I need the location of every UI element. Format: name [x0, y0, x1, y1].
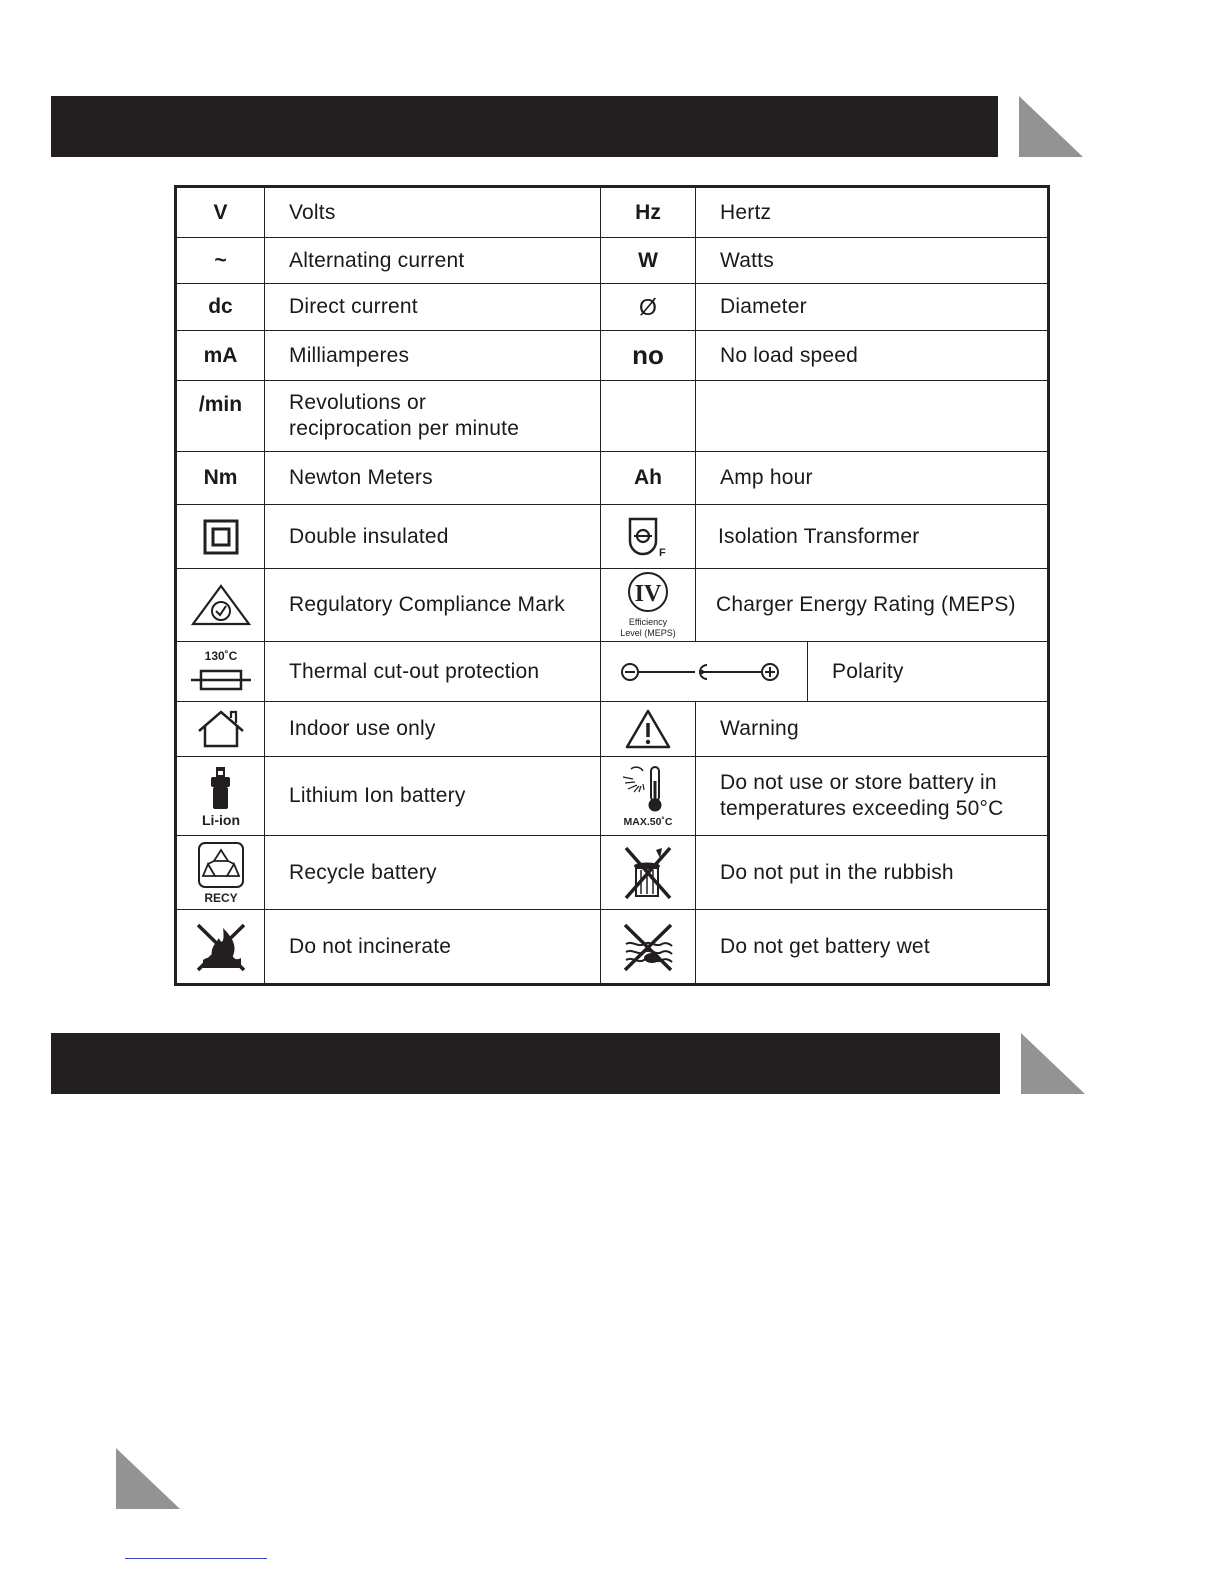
table-row	[176, 381, 1049, 452]
footer-link-line	[125, 1558, 267, 1559]
symbol-cell	[601, 836, 696, 910]
no-fire-icon	[193, 920, 249, 974]
table-row	[176, 505, 1049, 569]
symbol-cell	[601, 642, 808, 702]
header-banner-middle	[51, 1033, 1000, 1094]
table-row	[176, 702, 1049, 757]
description-cell: Diameter	[696, 284, 1049, 331]
description-cell: Double insulated	[265, 505, 601, 569]
max-temp-label: MAX.50˚C	[623, 816, 673, 828]
house-icon	[196, 709, 246, 749]
description-line: reciprocation per minute	[289, 417, 520, 440]
table-row	[176, 238, 1049, 284]
symbol-cell	[176, 836, 265, 910]
description-cell	[265, 381, 601, 452]
description-cell: Hertz	[696, 187, 1049, 238]
description-cell: Charger Energy Rating (MEPS)	[696, 569, 1049, 642]
efficiency-caption-line: Efficiency	[628, 617, 668, 627]
recycle-label: RECY	[203, 890, 238, 905]
table-row	[176, 836, 1049, 910]
description-cell: Volts	[265, 187, 601, 238]
li-ion-battery-icon	[191, 763, 251, 829]
description-cell: Direct current	[265, 284, 601, 331]
description-cell: Lithium Ion battery	[265, 757, 601, 836]
description-cell	[696, 757, 1049, 836]
description-line: Revolutions or	[289, 391, 427, 414]
description-cell: Do not incinerate	[265, 910, 601, 985]
description-cell: Polarity	[808, 642, 1049, 702]
symbol-cell: Hz	[601, 187, 696, 238]
isolation-transformer-icon	[626, 515, 670, 559]
symbol-cell: V	[176, 187, 265, 238]
symbol-cell	[601, 505, 696, 569]
symbol-cell	[601, 569, 696, 642]
table-row	[176, 910, 1049, 985]
description-cell: Indoor use only	[265, 702, 601, 757]
symbol-cell	[176, 757, 265, 836]
no-water-icon	[620, 920, 676, 974]
symbol-cell	[176, 505, 265, 569]
description-cell: Thermal cut-out protection	[265, 642, 601, 702]
description-cell: No load speed	[696, 331, 1049, 381]
table-row	[176, 757, 1049, 836]
symbol-cell	[176, 910, 265, 985]
description-cell: Warning	[696, 702, 1049, 757]
max-temp-icon	[615, 763, 681, 829]
symbols-table	[174, 185, 1050, 986]
table-row	[176, 331, 1049, 381]
symbol-cell: Ah	[601, 452, 696, 505]
header-banner-top	[51, 96, 998, 157]
description-cell: Newton Meters	[265, 452, 601, 505]
table-row	[176, 569, 1049, 642]
description-cell: Milliamperes	[265, 331, 601, 381]
description-cell: Do not put in the rubbish	[696, 836, 1049, 910]
description-cell: Recycle battery	[265, 836, 601, 910]
thermal-fuse-icon	[189, 647, 253, 697]
symbol-cell	[176, 702, 265, 757]
no-rubbish-icon	[622, 844, 674, 902]
warning-icon	[624, 708, 672, 750]
symbol-cell: dc	[176, 284, 265, 331]
description-line: Do not use or store battery in	[720, 771, 997, 794]
description-cell	[696, 381, 1049, 452]
efficiency-level-icon	[608, 571, 688, 639]
symbol-cell: Ø	[601, 284, 696, 331]
thermal-fuse-temp: 130˚C	[204, 648, 237, 663]
symbol-cell: ~	[176, 238, 265, 284]
symbol-cell	[176, 642, 265, 702]
symbol-cell: W	[601, 238, 696, 284]
rcm-icon	[190, 583, 252, 627]
table-row	[176, 187, 1049, 238]
transformer-f-label: F	[659, 546, 666, 559]
description-cell: Do not get battery wet	[696, 910, 1049, 985]
table-row	[176, 452, 1049, 505]
symbol-cell	[601, 381, 696, 452]
symbol-cell: no	[601, 331, 696, 381]
efficiency-level-value: IV	[634, 581, 662, 607]
description-cell: Isolation Transformer	[696, 505, 1049, 569]
recycle-icon	[193, 840, 249, 906]
symbol-cell: Nm	[176, 452, 265, 505]
efficiency-caption-line: Level (MEPS)	[620, 628, 676, 638]
description-line: temperatures exceeding 50°C	[720, 797, 1004, 820]
table-row	[176, 642, 1049, 702]
symbol-cell	[601, 702, 696, 757]
description-cell: Regulatory Compliance Mark	[265, 569, 601, 642]
description-cell: Alternating current	[265, 238, 601, 284]
table-row	[176, 284, 1049, 331]
li-ion-label: Li-ion	[201, 812, 240, 828]
description-cell: Watts	[696, 238, 1049, 284]
double-insulated-icon	[203, 519, 239, 555]
symbol-cell	[176, 569, 265, 642]
symbol-cell	[601, 757, 696, 836]
symbol-cell: mA	[176, 331, 265, 381]
polarity-icon	[619, 660, 789, 684]
symbol-cell: /min	[176, 381, 265, 452]
symbol-cell	[601, 910, 696, 985]
description-cell: Amp hour	[696, 452, 1049, 505]
